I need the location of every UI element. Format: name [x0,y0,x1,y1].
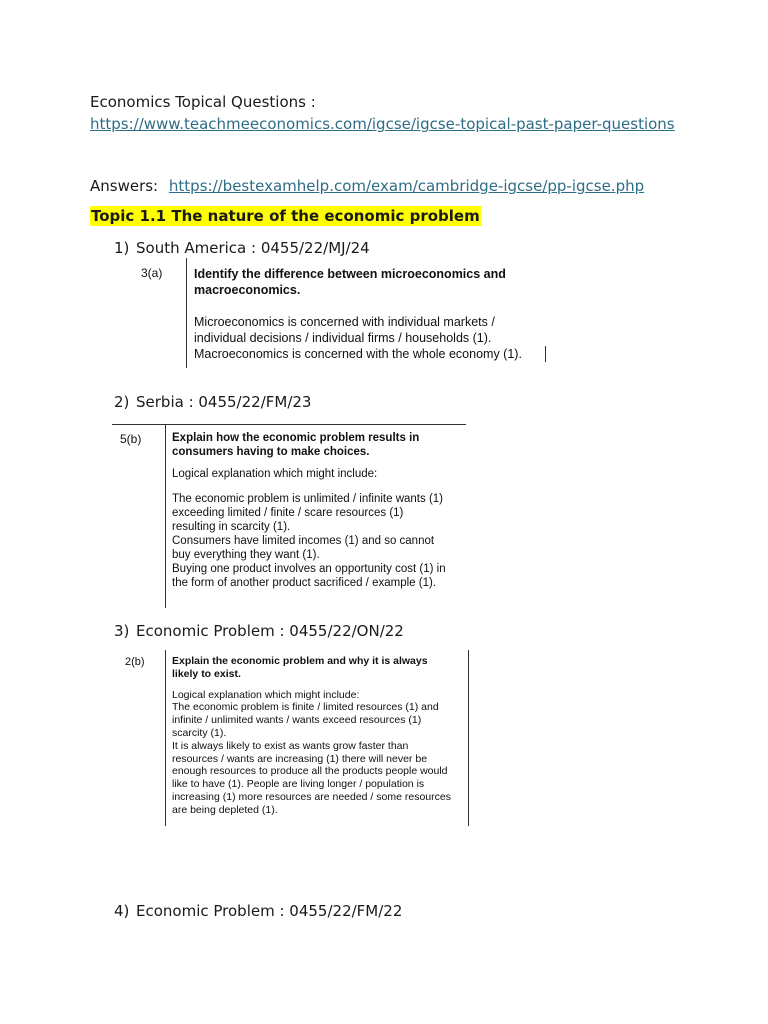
answers-line [90,177,644,195]
question-heading: Identify the difference between microeconomics and [194,267,506,281]
answer-text [172,431,446,590]
list-item-title: South America : 0455/22/MJ/24 [136,239,370,257]
questions-link[interactable]: https://www.teachmeeconomics.com/igcse/igcse-topical-past-paper-questions [90,115,675,133]
question-heading: consumers having to make choices. [172,446,370,458]
divider [165,424,166,608]
answer-line: Buying one product involves an opportunity cost (1) in [172,563,446,575]
answer-intro: Logical explanation which might include: [172,688,360,701]
answer-line: scarcity (1). [172,726,227,739]
list-item [114,622,404,640]
answer-line: Consumers have limited incomes (1) and so cannot [172,535,435,547]
divider [165,650,166,826]
divider [468,650,469,826]
answer-clip [136,258,548,370]
list-item-title: Economic Problem : 0455/22/ON/22 [136,622,404,640]
answer-line: individual decisions / individual firms / households (1). [194,331,492,345]
list-item [114,393,311,411]
divider [186,258,187,368]
list-item-number: 2) [114,393,130,411]
list-item-number: 1) [114,239,130,257]
answer-line: Macroeconomics is concerned with the whole economy (1). [194,347,522,361]
answer-text [194,266,522,362]
question-code: 3(a) [141,266,163,280]
answer-line: The economic problem is unlimited / infinite wants (1) [172,493,444,505]
question-code: 2(b) [125,656,145,668]
list-item-title: Serbia : 0455/22/FM/23 [136,393,312,411]
question-code: 5(b) [120,432,142,446]
list-item-title: Economic Problem : 0455/22/FM/22 [136,902,403,920]
question-heading: Explain the economic problem and why it is always [172,655,428,667]
answer-line: Microeconomics is concerned with individual markets / [194,315,495,329]
question-heading: likely to exist. [172,667,241,680]
list-item [114,239,370,257]
answer-line: increasing (1) more resources are needed / some resources [172,790,451,803]
answer-line: It is always likely to exist as wants grow faster than [172,739,409,752]
topic-heading: Topic 1.1 The nature of the economic problem [91,207,480,225]
list-item-number: 4) [114,902,130,920]
document-title: Economics Topical Questions : [90,93,316,111]
answers-label: Answers: [90,177,159,195]
answer-line: like to have (1). People are living longer / population is [172,778,425,791]
text-cursor [545,346,546,362]
answer-line: resources / wants are increasing (1) there will never be [172,752,428,765]
question-heading: Explain how the economic problem results in [172,432,420,444]
answer-line: are being depleted (1). [172,803,278,816]
answer-line: buy everything they want (1). [172,549,320,561]
answer-text [172,655,451,817]
list-item-number: 3) [114,622,130,640]
answer-clip [122,650,470,828]
answer-line: infinite / unlimited wants / wants exceed resources (1) [172,714,422,727]
answer-line: the form of another product sacrificed / example (1). [172,577,436,589]
answers-link[interactable]: https://bestexamhelp.com/exam/cambridge-igcse/pp-igcse.php [168,177,645,195]
answer-intro: Logical explanation which might include: [172,468,378,480]
answer-line: The economic problem is finite / limited resources (1) and [172,701,439,714]
list-item [114,902,402,920]
answer-line: exceeding limited / finite / scare resources (1) [172,507,404,519]
answer-line: resulting in scarcity (1). [172,521,291,533]
answer-clip [112,424,468,610]
question-heading: macroeconomics. [194,283,301,297]
answer-line: enough resources to produce all the products people would [172,765,448,778]
